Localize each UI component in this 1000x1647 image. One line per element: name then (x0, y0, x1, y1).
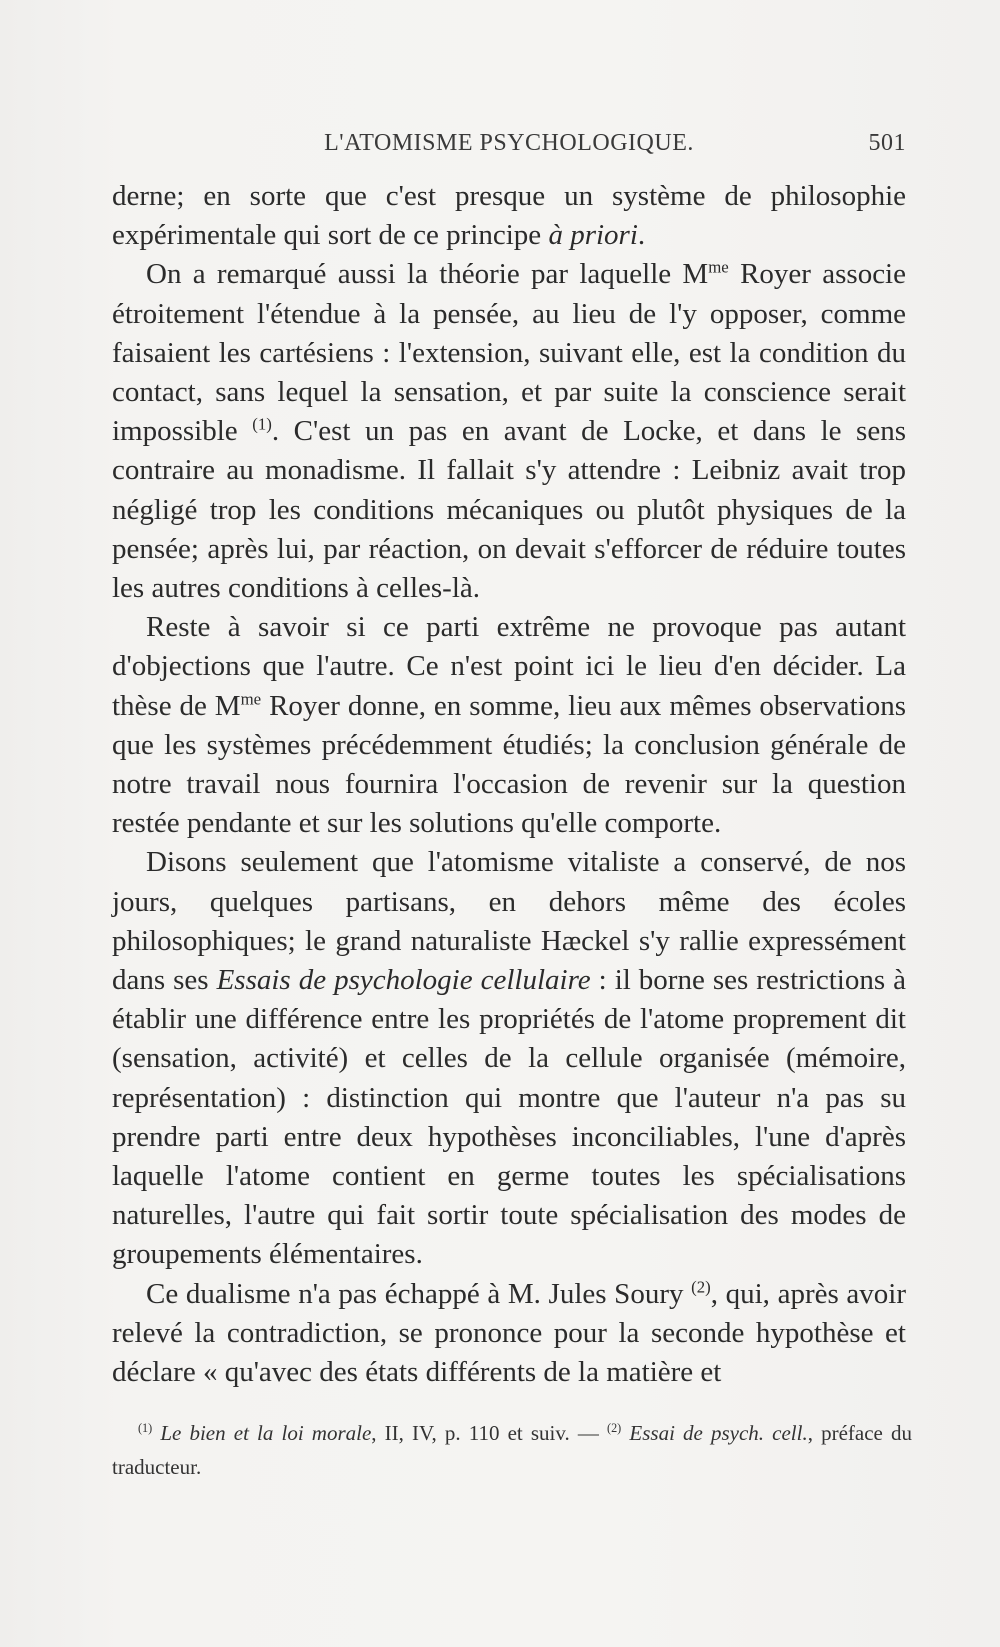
text-run: On a remarqué aussi la théorie par laquelle M (146, 258, 709, 291)
italic-text: Essais de psychologie cellulaire (216, 964, 591, 997)
text-run: . (637, 219, 646, 252)
paragraph (112, 1275, 906, 1393)
text-run: . C'est un pas en avant de Locke, et dans le sens contraire au monadisme. Il fallait s'y attendre : Leibniz avait trop négligé trop les conditions mécaniques ou plutôt physiques de la pensée; après lui, par réaction, on devait s'efforcer de réduire toutes les autres conditions à celles-là. (112, 415, 907, 605)
text-run: , qui, après avoir relevé la contradiction, se prononce pour la seconde hypothèse et déclare « qu'avec des états différents de la matière et (112, 1277, 906, 1389)
superscript: (2) (691, 1277, 711, 1297)
paragraph (112, 255, 906, 608)
running-title: L'ATOMISME PSYCHOLOGIQUE. (324, 130, 694, 156)
italic-text: Le bien et la loi morale (160, 1421, 372, 1445)
superscript: me (240, 688, 262, 708)
text-run: Disons seulement que l'atomisme vitaliste a conservé, de nos jours, quelques partisans, en dehors même des écoles philosophiques; le grand naturaliste Hæckel s'y rallie expressément dans ses (112, 846, 906, 997)
footnote-paragraph (112, 1416, 912, 1484)
text-run: derne; en sorte que c'est presque un système de philosophie expérimentale qui sort de ce principe (112, 180, 906, 252)
text-run: , II, IV, p. 110 et suiv. — (371, 1421, 608, 1445)
superscript: (2) (607, 1421, 622, 1435)
text-run: Royer associe étroitement l'étendue à la pensée, au lieu de l'y opposer, comme faisaient les cartésiens : l'extension, suivant elle, est la condition du contact, sans lequel la sensation, et par suite la conscience serait impossible (112, 258, 906, 448)
text-run: : il borne ses restrictions à établir une différence entre les propriétés de l'atome proprement dit (sensation, activité) et celles de la cellule organisée (mémoire, représentation) : distinction qui montre que l'auteur n'a pas su prendre parti entre deux hypothèses inconciliables, l'une d'après laquelle l'atome contient en germe toutes les spécialisations naturelles, l'autre qui fait sortir toute spécialisation des modes de groupements élémentaires. (112, 964, 906, 1271)
page-number: 501 (868, 130, 906, 156)
paragraph (112, 608, 906, 843)
superscript: (1) (138, 1421, 153, 1435)
text-run: Reste à savoir si ce parti extrême ne provoque pas autant d'objections que l'autre. Ce n'est point ici le lieu d'en décider. La thèse de M (112, 611, 906, 722)
paragraph (112, 843, 906, 1274)
running-header (112, 126, 906, 166)
italic-text: à priori (548, 219, 638, 252)
text-run: , préface du traducteur. (112, 1421, 913, 1479)
body-text (112, 177, 906, 1392)
footnotes (112, 1416, 912, 1484)
text-run: Royer donne, en somme, lieu aux mêmes observations que les systèmes précédemment étudiés; la conclusion générale de notre travail nous fournira l'occasion de revenir sur la question restée pendante et sur les solutions qu'elle comporte. (112, 689, 906, 840)
superscript: me (708, 257, 729, 277)
italic-text: Essai de psych. cell. (629, 1421, 808, 1445)
text-run: Ce dualisme n'a pas échappé à M. Jules Soury (146, 1277, 692, 1310)
paragraph (112, 177, 906, 255)
superscript: (1) (252, 414, 272, 434)
